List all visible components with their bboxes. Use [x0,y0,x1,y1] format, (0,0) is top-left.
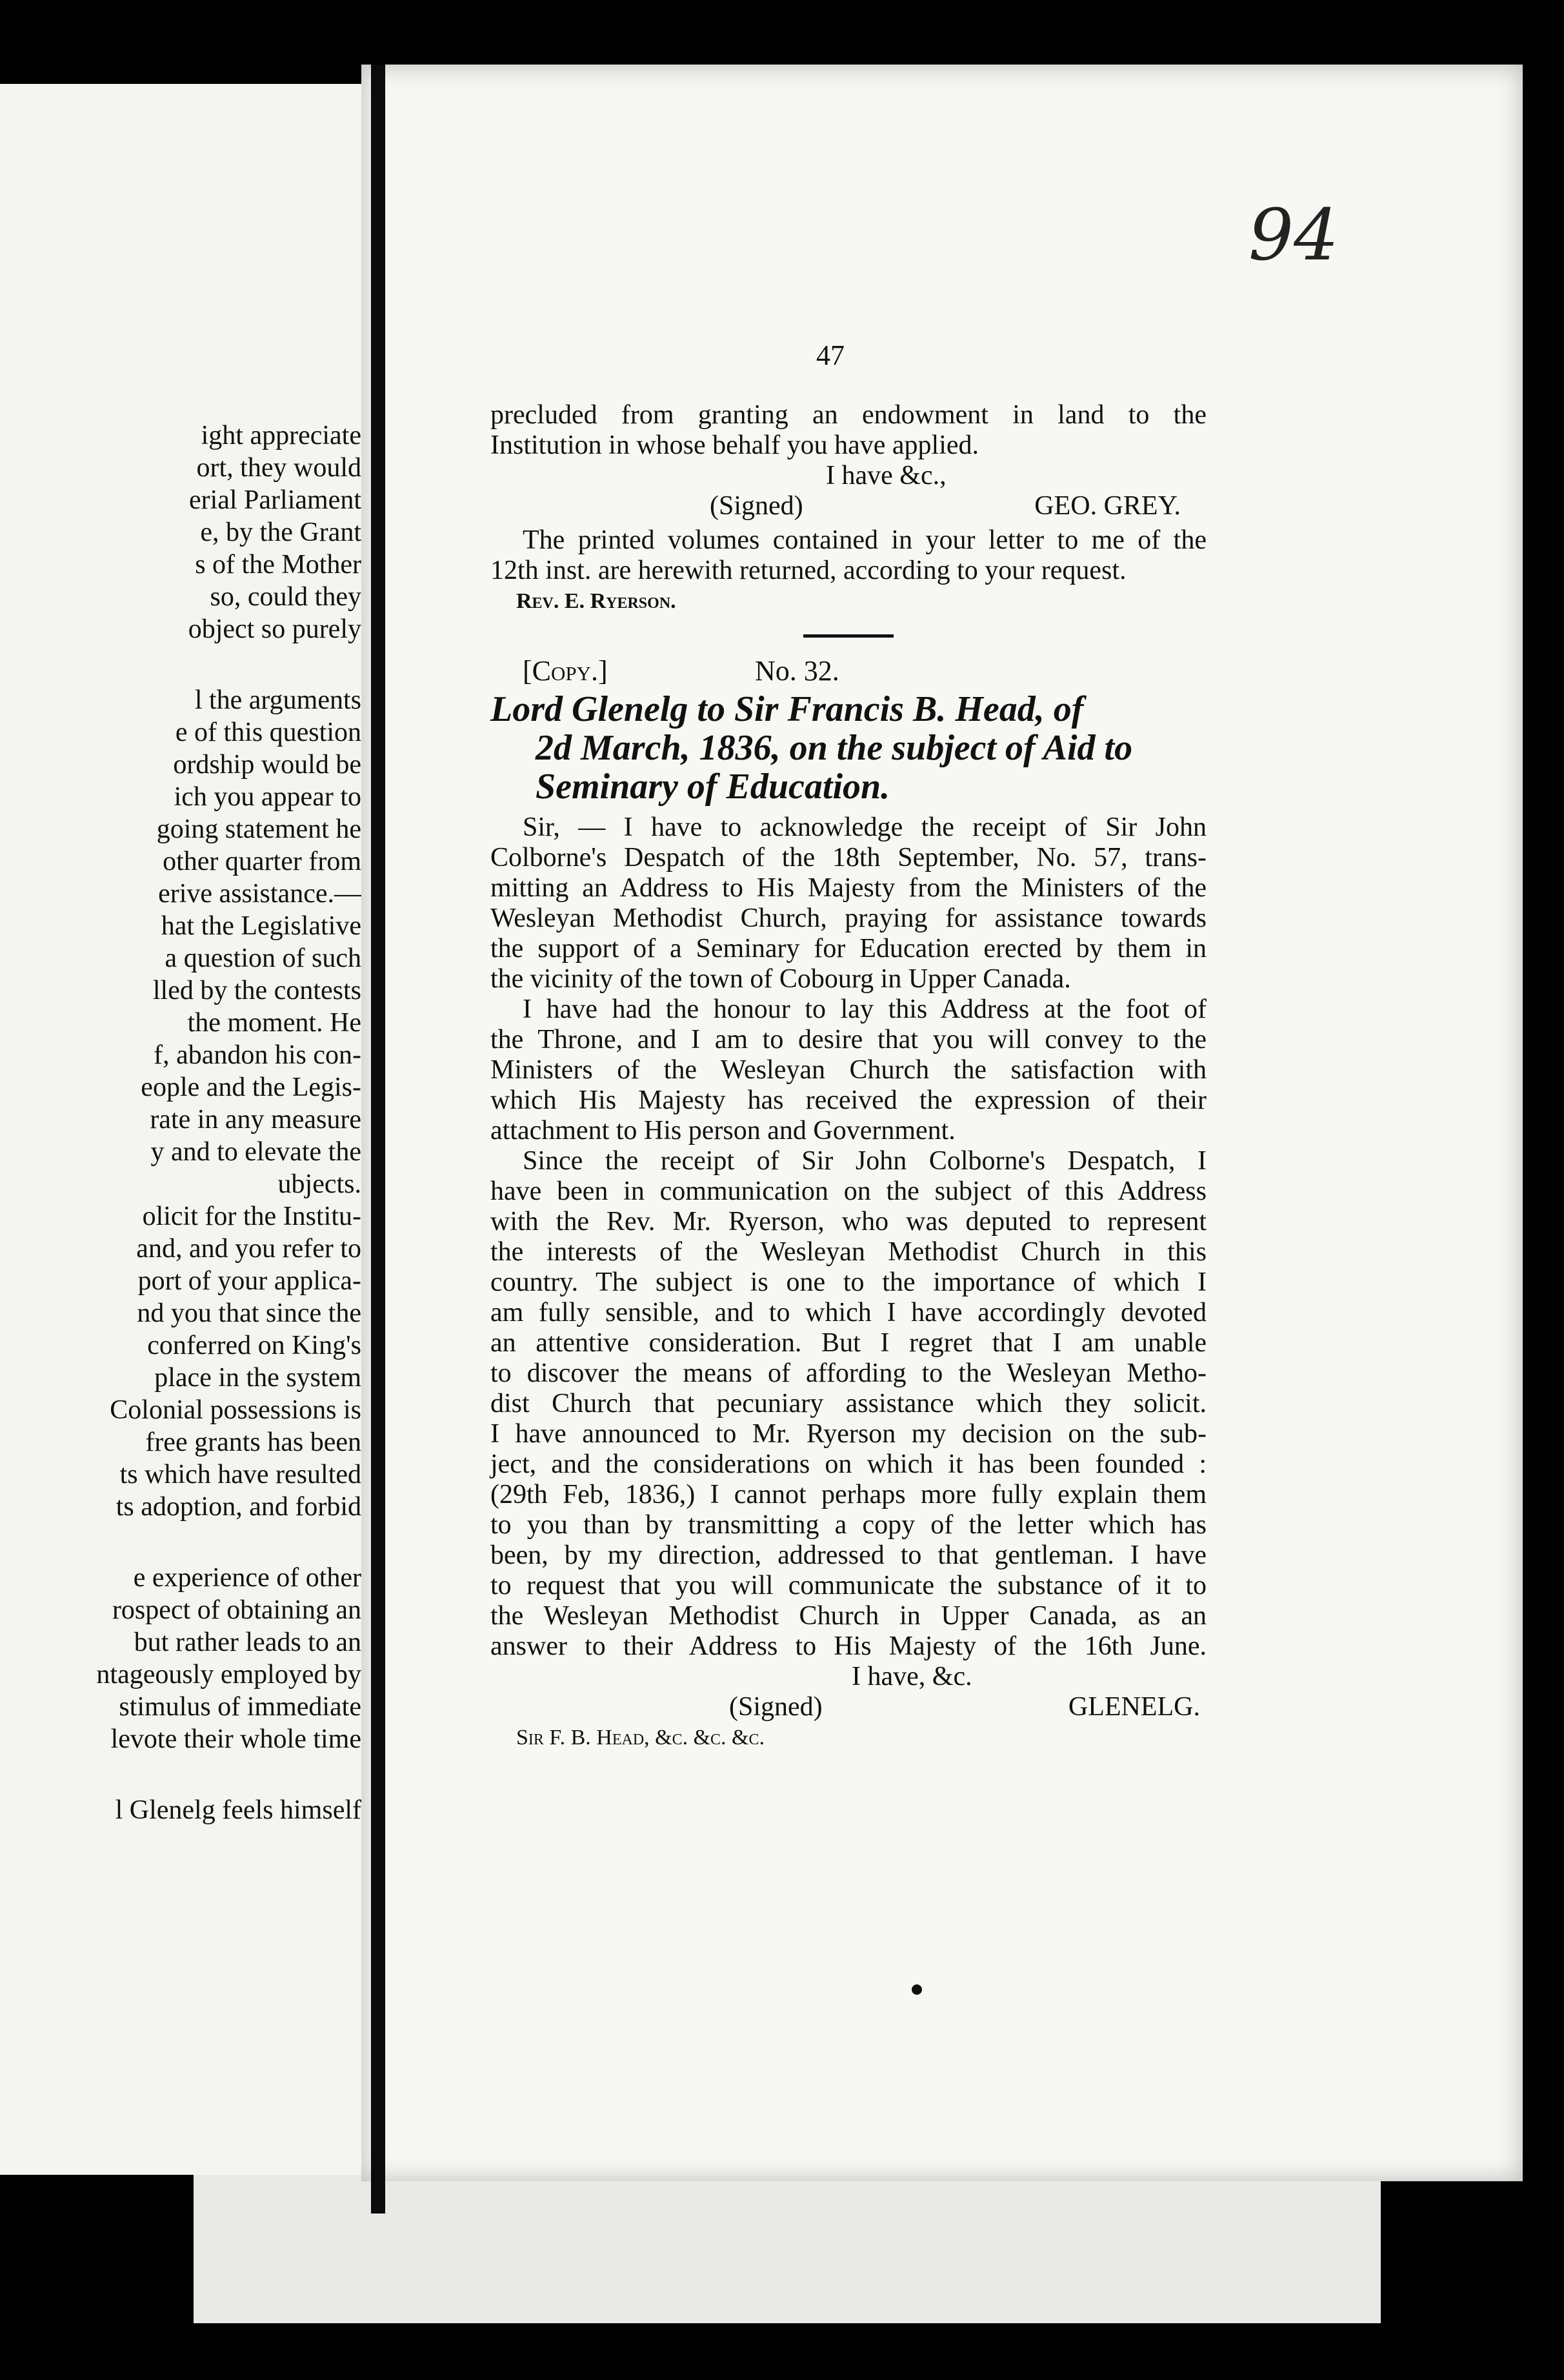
text-line: been, by my direction, addressed to that gentleman. I have [490,1540,1207,1570]
text-line: dist Church that pecuniary assistance which they solicit. [490,1389,1207,1418]
addressee: Sir F. B. Head, &c. &c. &c. [516,1726,765,1750]
left-page-line: object so purely [188,614,361,644]
left-page-line: olicit for the Institu- [142,1202,361,1231]
paragraph [490,994,1207,1146]
text-line: an attentive consideration. But I regret that I am unable [490,1328,1207,1358]
left-page-line: eople and the Legis- [141,1073,361,1102]
left-page-line: and, and you refer to [136,1234,361,1264]
left-page-line: ntageously employed by [96,1660,361,1689]
text-line: Wesleyan Methodist Church, praying for assistance towards [490,903,1207,933]
left-page-line: ort, they would [196,453,361,483]
letter-2 [490,656,1207,1753]
left-page-line: nd you that since the [137,1298,361,1328]
signer-name: GLENELG. [1068,1692,1200,1722]
copy-heading [490,656,1207,686]
addressee: Rev. E. Ryerson. [516,589,676,613]
left-page-line: place in the system [154,1363,361,1393]
page-number: 47 [816,339,845,371]
left-page-line: y and to elevate the [150,1137,361,1167]
left-page-line: port of your applica- [137,1266,361,1296]
text-line: to request that you will communicate the substance of it to [490,1571,1207,1600]
left-page-line: a question of such [165,943,361,973]
left-page-line: rospect of obtaining an [112,1595,361,1625]
paragraph [490,812,1207,994]
left-page-gap [0,1523,361,1562]
text-line: I have announced to Mr. Ryerson my decision on the sub- [490,1419,1207,1449]
left-page-line: Colonial possessions is [110,1395,361,1425]
left-page-line: the moment. He [187,1008,361,1038]
text-line: ject, and the considerations on which it has been founded : [490,1449,1207,1479]
left-page-line: erive assistance.— [158,879,361,909]
closing: I have, &c. [852,1662,972,1691]
text-line: I have had the honour to lay this Address at the foot of [523,994,1207,1024]
text-line: Colborne's Despatch of the 18th September, No. 57, trans- [490,843,1207,872]
text-line: Since the receipt of Sir John Colborne's Despatch, I [523,1146,1207,1176]
left-page-line: but rather leads to an [134,1628,361,1657]
postscript-line: 12th inst. are herewith returned, according to your request. [490,556,1127,585]
left-page-line: ts which have resulted [119,1460,361,1489]
title-line: Seminary of Education. [536,767,890,807]
left-page-line: e, by the Grant [200,518,361,547]
title-line: 2d March, 1836, on the subject of Aid to [536,728,1133,768]
document-number: No. 32. [755,655,839,687]
text-line: with the Rev. Mr. Ryerson, who was deputed to represent [490,1207,1207,1236]
text-line: the interests of the Wesleyan Methodist Church in this [490,1237,1207,1267]
text-line: mitting an Address to His Majesty from the Ministers of the [490,873,1207,903]
left-page-line: conferred on King's [147,1331,361,1360]
letter-1 [490,400,1207,616]
text-line: the Wesleyan Methodist Church in Upper Canada, as an [490,1601,1207,1631]
postscript-line: The printed volumes contained in your letter to me of the [523,525,1207,555]
left-page-line: free grants has been [145,1427,361,1457]
left-page-line: rate in any measure [150,1105,361,1135]
left-page-line: levote their whole time [110,1724,361,1754]
text-line: to you than by transmitting a copy of the letter which has [490,1510,1207,1540]
text-line: answer to their Address to His Majesty of the 16th June. [490,1631,1207,1661]
signature-line [490,1692,1207,1722]
main-text-column [490,400,1207,1753]
left-page-gap [0,1755,361,1794]
left-page-line: e of this question [175,718,361,747]
text-line: the Throne, and I am to desire that you will convey to the [490,1025,1207,1054]
left-page-line: ight appreciate [201,421,361,450]
left-page-line: ordship would be [173,750,361,780]
title-line: Lord Glenelg to Sir Francis B. Head, of [490,689,1084,729]
closing: I have &c., [826,461,947,490]
text-line: precluded from granting an endowment in land to the [490,400,1207,430]
left-page-line: stimulus of immediate [119,1692,361,1722]
text-line: Ministers of the Wesleyan Church the satisfaction with [490,1055,1207,1085]
left-page-gap [0,645,361,684]
left-page-line: lled by the contests [152,976,361,1005]
left-page-text [0,419,361,1826]
left-facing-page [0,84,387,2175]
left-page-line: ubjects. [277,1169,361,1199]
signed-label: (Signed) [710,491,803,521]
text-line: the vicinity of the town of Cobourg in Upper Canada. [490,964,1071,994]
left-page-line: s of the Mother [195,550,361,580]
left-page-line: other quarter from [163,847,361,876]
text-line: country. The subject is one to the importance of which I [490,1267,1207,1297]
paragraph [490,1146,1207,1662]
text-line: the support of a Seminary for Education erected by them in [490,934,1207,963]
left-page-line: going statement he [156,814,361,844]
left-page-line: hat the Legislative [161,911,361,941]
text-line: attachment to His person and Government. [490,1116,956,1145]
binding-edge [371,65,385,2214]
signer-name: GEO. GREY. [1034,491,1181,521]
section-divider [803,634,894,638]
text-line: to discover the means of affording to the Wesleyan Metho- [490,1358,1207,1388]
ink-spot [912,1984,922,1995]
text-line: Institution in whose behalf you have applied. [490,430,979,460]
text-line: am fully sensible, and to which I have accordingly devoted [490,1298,1207,1327]
letter-title [490,690,1207,806]
left-page-line: l the arguments [194,685,361,715]
text-line: Sir, — I have to acknowledge the receipt of Sir John [523,812,1207,842]
signature-line [490,491,1207,521]
signed-label: (Signed) [729,1692,823,1722]
left-page-line: so, could they [210,582,361,612]
left-page-line: ich you appear to [174,782,361,812]
copy-mark: [Copy.] [523,655,608,687]
text-line: have been in communication on the subject of this Address [490,1176,1207,1206]
left-page-line: l Glenelg feels himself [115,1795,361,1825]
text-line: which His Majesty has received the expression of their [490,1085,1207,1115]
left-page-line: e experience of other [133,1563,361,1593]
left-page-line: f, abandon his con- [154,1040,361,1070]
left-page-line: ts adoption, and forbid [115,1492,361,1522]
handwritten-folio-number: 94 [1248,194,1339,276]
text-line: (29th Feb, 1836,) I cannot perhaps more fully explain them [490,1480,1207,1509]
left-page-line: erial Parliament [188,485,361,515]
